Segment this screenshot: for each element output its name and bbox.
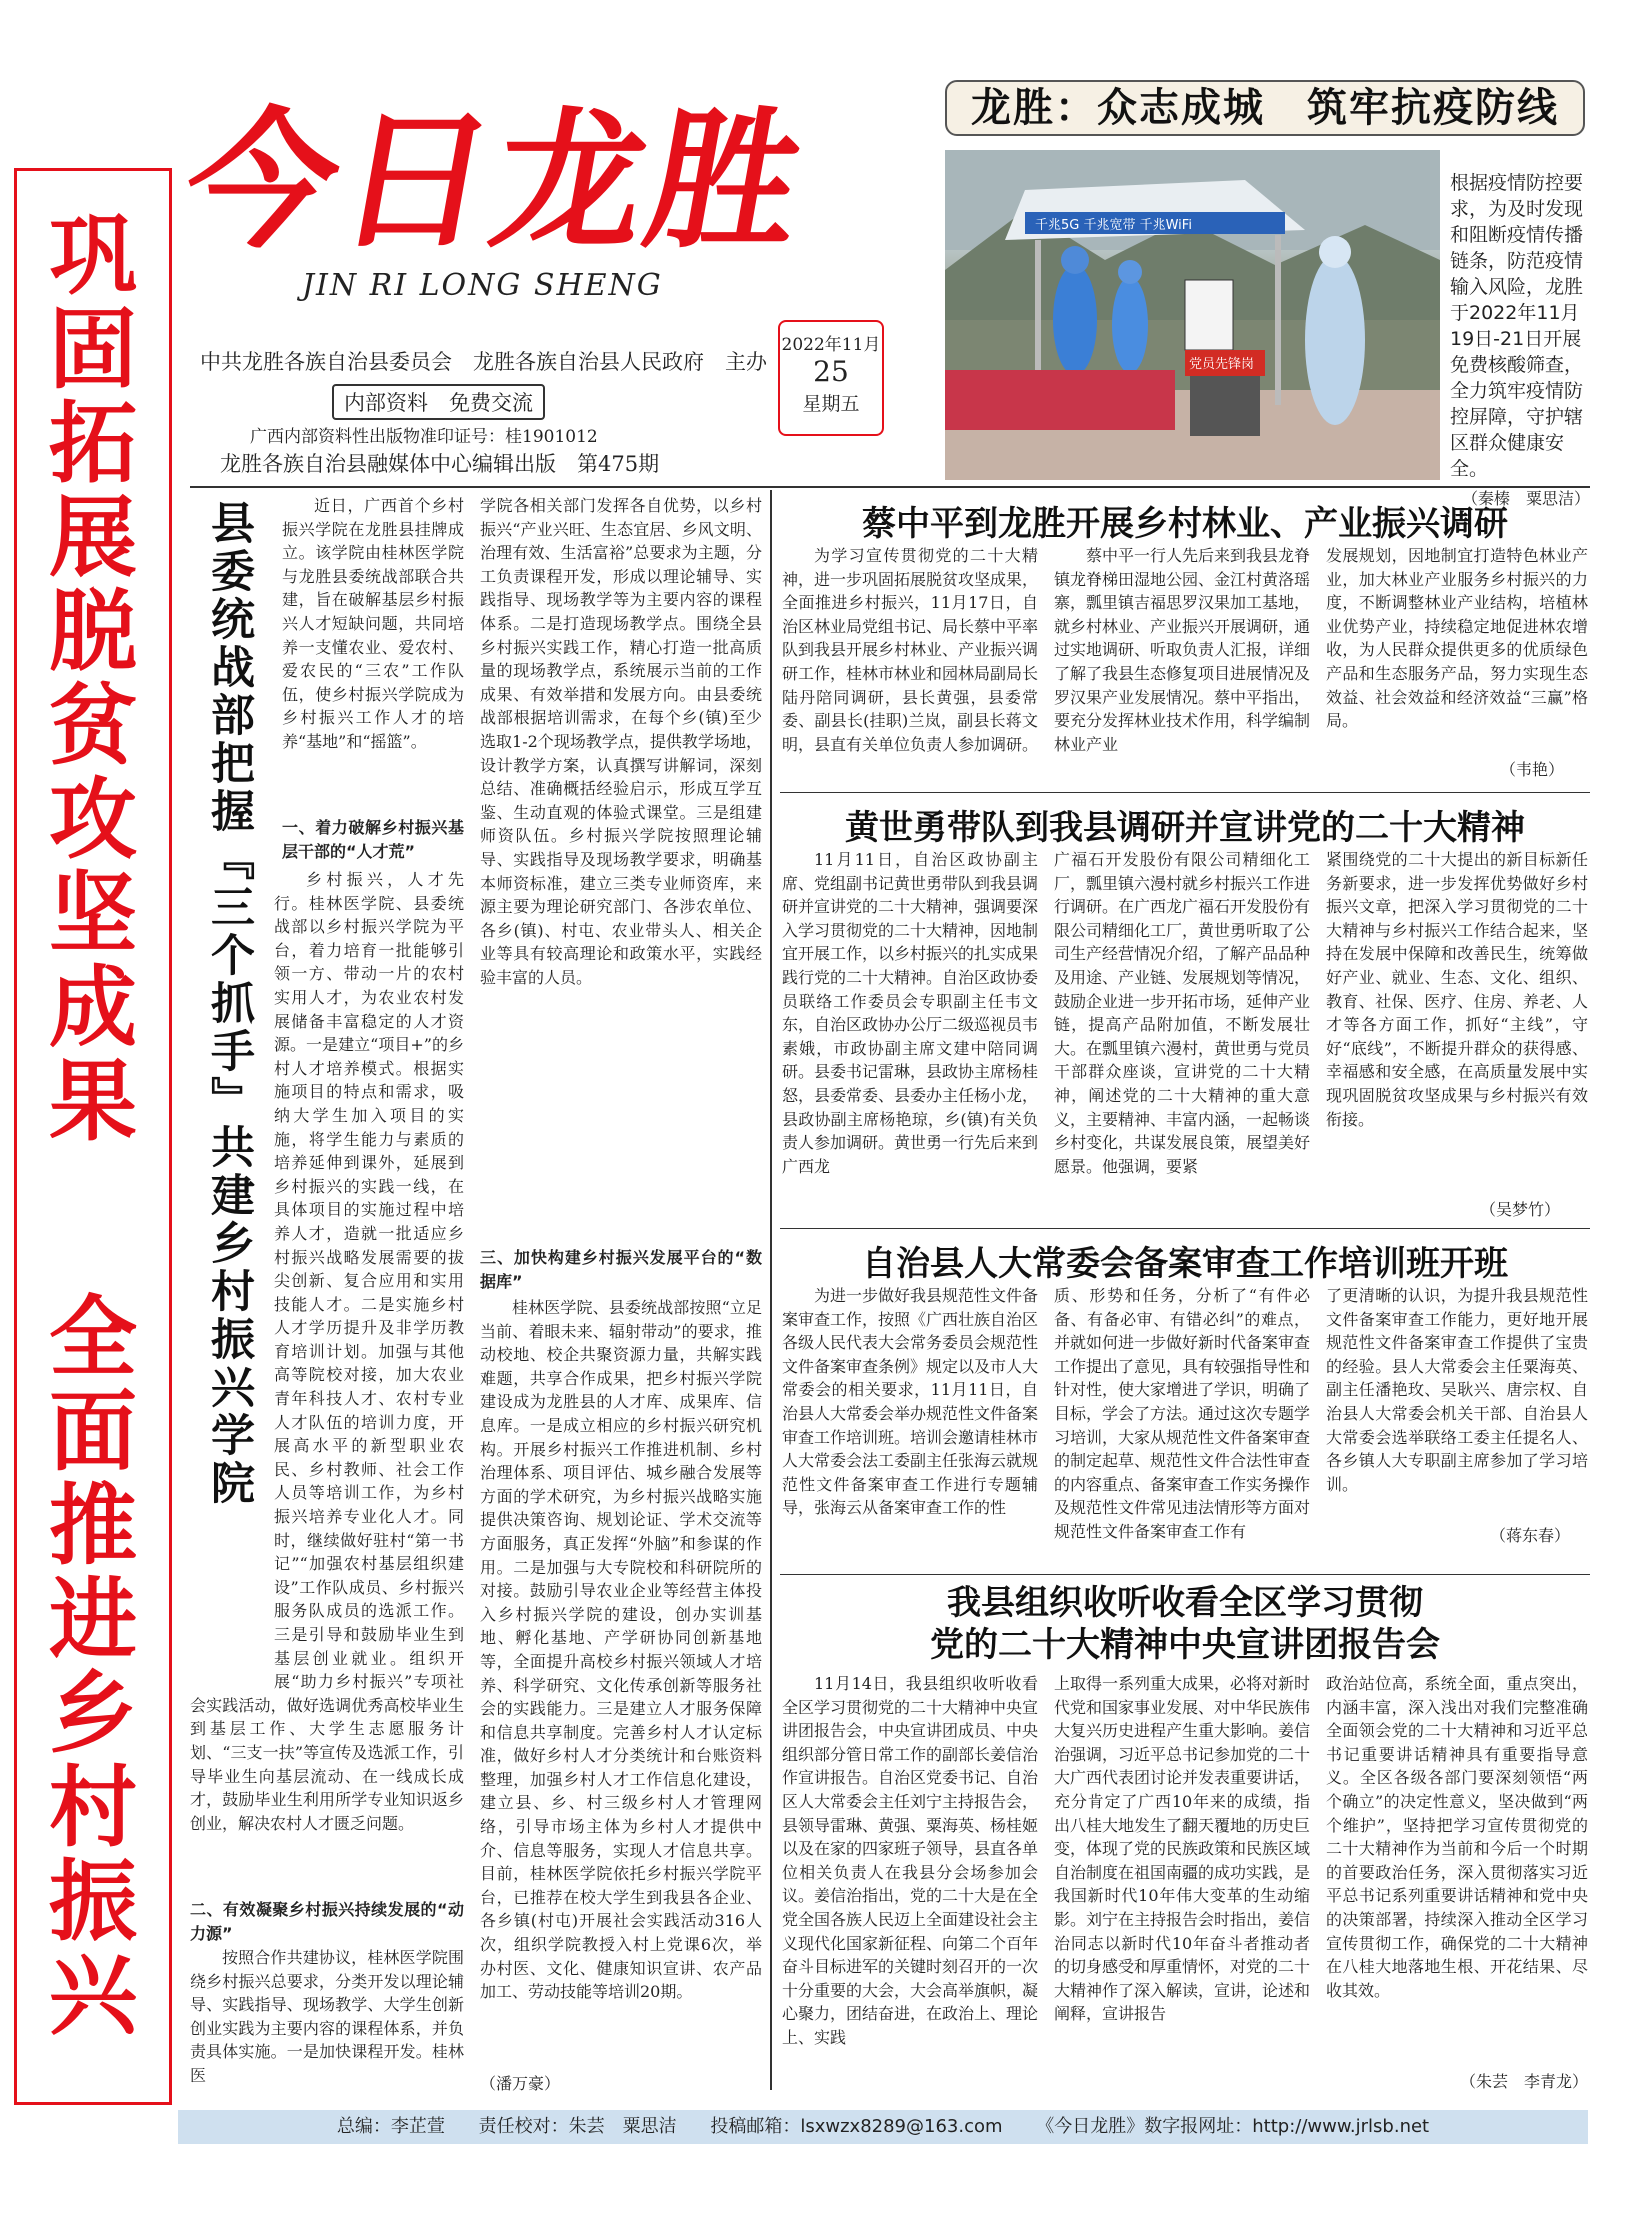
footer-email[interactable]: 投稿邮箱：lsxwzx8289@163.com — [710, 2116, 1003, 2137]
feature-caption: 根据疫情防控要求，为及时发现和阻断疫情传播链条，防范疫情输入风险，龙胜于2022年11月19日-21日开展免费核酸筛查，全力筑牢疫情防控屏障，守护辖区群众健康安全。 （秦榛 粟思洁） — [1450, 170, 1590, 512]
footer-editor: 总编：李芷萱 — [336, 2116, 445, 2137]
top-rule — [190, 486, 1590, 488]
article4-col1: 为进一步做好我县规范性文件备案审查工作，按照《广西壮族自治区各级人民代表大会常务委员会规范性文件备案审查条例》规定以及市人大常委会的相关要求，11月11日，自治县人大常委会举办规范性文件备案审查工作培训班。培训会邀请桂林市人大常委会法工委副主任张海云就规范性文件备案审查工作进行专题辅导，张海云从备案审查工作的性 — [782, 1286, 1038, 1518]
article1-section2: 按照合作共建协议，桂林医学院围绕乡村振兴总要求，分类开发以理论辅导、实践指导、现场教学、大学生创新创业实践为主要内容的课程体系，并负责具体实施。一是加快课程开发。桂林医 — [190, 1948, 464, 2085]
article5-credit: （朱芸 李青龙） — [1460, 2072, 1588, 2091]
publisher-issue: 龙胜各族自治县融媒体中心编辑出版 第475期 — [220, 452, 660, 476]
feature-photo — [945, 150, 1440, 480]
article2-title: 蔡中平到龙胜开展乡村林业、产业振兴调研 — [862, 504, 1508, 544]
issue-date-box — [778, 320, 884, 436]
article5-title-line1: 我县组织收听收看全区学习贯彻 — [947, 1583, 1423, 1623]
article1-sub3: 三、加快构建乡村振兴发展平台的“数据库” — [480, 1248, 762, 1291]
masthead — [172, 60, 830, 303]
feature-banner-title: 龙胜：众志成城 筑牢抗疫防线 — [945, 80, 1585, 136]
date-year-month: 2022年11月 — [781, 335, 881, 355]
article1-section1: 乡村振兴，人才先行。桂林医学院、县委统战部以乡村振兴学院为平台，着力培育一批能够引领一方、带动一片的农村实用人才，为农业农村发展储备丰富稳定的人才资源。一是建立“项目+”的乡村人才培养模式。根据实施项目的特点和需求，吸纳大学生加入项目的实施，将学生能力与素质的培养延伸到课外，延展到乡村振兴的实践一线，在具体项目的实施过程中培养人才，造就一批适应乡村振兴战略发展需要的拔尖创新、复合应用和实用技能人才。二是实施乡村人才学历提升及非学历教育培训计划。加强与其他高等院校对接，加大农业青年科技人才、农村专业人才队伍的培训力度，开展高水平的新型职业农民、乡村教师、社会工作人员等培训工作，为乡村振兴培养专业化人才。同时，继续做好驻村“第一书记”“加强农村基层组织建设”工作队成员、乡村振兴服务队成员的选派工作。三是引导和鼓励毕业生到基层创业就业。组织开展“助力乡村振兴”专项社会实践活动，做好选调优秀高校毕业生到基层工作、大学生志愿服务计划、“三支一扶”等宣传及选派工作，引导毕业生向基层流动、在一线成长成才，鼓励毕业生利用所学专业知识返乡创业，解决农村人才匮乏问题。 — [190, 870, 464, 1833]
article3-col3: 紧围绕党的二十大提出的新目标新任务新要求，进一步发挥优势做好乡村振兴文章，把深入学习贯彻党的二十大精神与乡村振兴工作结合起来，坚持在发展中保障和改善民生，统筹做好产业、就业、生态、文化、组织、教育、社保、医疗、住房、养老、人才等各方面工作，抓好“主线”，守好“底线”，不断提升群众的获得感、幸福感和安全感，在高质量发展中实现巩固脱贫攻坚成果与乡村振兴有效衔接。 — [1326, 850, 1588, 1129]
tent-banner-text: 千兆5G 千兆宽带 千兆WiFi — [1035, 218, 1192, 233]
article2-col3: 发展规划，因地制宜打造特色林业产业，加大林业产业服务乡村振兴的力度，不断调整林业产业结构，培植林业优势产业，持续稳定地促进林农增收，为人民群众提供更多的优质绿色产品和生态服务产品，努力实现生态效益、社会效益和经济效益“三赢”格局。 — [1326, 546, 1588, 731]
rule-3 — [780, 1228, 1590, 1229]
article4-credit: （蒋东春） — [1490, 1526, 1571, 1545]
article4-col2: 质、形势和任务，分析了“有件必备、有备必审、有错必纠”的难点，并就如何进一步做好新时代备案审查工作提出了意见，具有较强指导性和针对性，使大家增进了学识，明确了目标，学会了方法。通过这次专题学习培训，大家从规范性文件备案审查的制定起草、规范性文件合法性审查的内容重点、备案审查工作实务操作及规范性文件常见违法情形等方面对规范性文件备案审查工作有 — [1054, 1286, 1310, 1541]
article5-col3: 政治站位高，系统全面，重点突出，内涵丰富，深入浅出对我们完整准确全面领会党的二十大精神和习近平总书记重要讲话精神具有重要指导意义。全区各级各部门要深刻领悟“两个确立”的决定性意义，坚决做到“两个维护”，坚持把学习宣传贯彻党的二十大精神作为当前和今后一个时期的首要政治任务，深入贯彻落实习近平总书记系列重要讲话精神和党中央的决策部署，持续深入推动全区学习宣传贯彻工作，确保党的二十大精神在八桂大地落地生根、开花结果、尽收其效。 — [1326, 1674, 1588, 2000]
feature-credit: （秦榛 粟思洁） — [1461, 489, 1590, 508]
permit-number: 广西内部资料性出版物准印证号：桂1901012 — [250, 427, 598, 447]
article5-col1: 11月14日，我县组织收听收看全区学习贯彻党的二十大精神中央宣讲团报告会，中央宣讲团成员、中央组织部分管日常工作的副部长姜信治作宣讲报告。自治区党委书记、自治区人大常委会主任刘宁主持报告会，县领导雷琳、黄强、粟海英、杨桂姬以及在家的四家班子领导，县直各单位相关负责人在我县分会场参加会议。姜信治指出，党的二十大是在全党全国各族人民迈上全面建设社会主义现代化国家新征程、向第二个百年奋斗目标进军的关键时刻召开的一次十分重要的大会，大会高举旗帜，凝心聚力，团结奋进，在政治上、理论上、实践 — [782, 1674, 1038, 2047]
article5-col2: 上取得一系列重大成果，必将对新时代党和国家事业发展、对中华民族伟大复兴历史进程产生重大影响。姜信治强调，习近平总书记参加党的二十大广西代表团讨论并发表重要讲话，充分肯定了广西10年来的成绩，指出八桂大地发生了翻天覆地的历史巨变，体现了党的民族政策和民族区域自治制度在祖国南疆的成功实践，是我国新时代10年伟大变革的生动缩影。刘宁在主持报告会时指出，姜信治同志以新时代10年奋斗者推动者的切身感受和厚重情怀，对党的二十大精神作了深入解读，宣讲，论述和阐释，宣讲报告 — [1054, 1674, 1310, 2024]
article1-sub1: 一、着力破解乡村振兴基层干部的“人才荒” — [282, 818, 464, 861]
article2-col2: 蔡中平一行人先后来到我县龙脊镇龙脊梯田湿地公园、金江村黄洛瑶寨，瓢里镇吉福思罗汉果加工基地，就乡村林业、产业振兴开展调研，通过实地调研、听取负责人汇报，详细了解了我县生态修复项目进展情况及罗汉果产业发展情况。蔡中平指出，要充分发挥林业技术作用，科学编制林业产业 — [1054, 546, 1310, 754]
vertical-rule — [770, 490, 772, 2090]
side-slogan-banner — [14, 168, 172, 2105]
article5-title — [780, 1582, 1590, 1666]
article3-title: 黄世勇带队到我县调研并宣讲党的二十大精神 — [845, 808, 1525, 848]
article1-sub2: 二、有效凝聚乡村振兴持续发展的“动力源” — [190, 1900, 464, 1943]
article4-title: 自治县人大常委会备案审查工作培训班开班 — [862, 1244, 1508, 1284]
footer-proofreader: 责任校对：朱芸 粟思洁 — [478, 2116, 677, 2137]
article3-credit: （吴梦竹） — [1480, 1200, 1561, 1219]
date-weekday: 星期五 — [802, 393, 860, 415]
article2-credit: （韦艳） — [1500, 760, 1565, 779]
slogan-line-2: 全面推进乡村振兴 — [48, 1286, 137, 2047]
date-day: 25 — [813, 355, 849, 388]
article1-title: 县委统战部把握『三个抓手』共建乡村振兴学院 — [203, 500, 254, 1508]
internal-stamp: 内部资料 免费交流 — [332, 384, 545, 420]
slogan-line-1: 巩固拓展脱贫攻坚成果 — [48, 204, 137, 1153]
article1-col2: 学院各相关部门发挥各自优势，以乡村振兴“产业兴旺、生态宜居、乡风文明、治理有效、生活富裕”总要求为主题，分工负责课程开发，形成以理论辅导、实践指导、现场教学等为主要内容的课程体系。二是打造现场教学点。围绕全县乡村振兴实践工作，精心打造一批高质量的现场教学点，系统展示当前的工作成果、有效举措和发展方向。由县委统战部根据培训需求，在每个乡(镇)至少选取1-2个现场教学点，提供教学场地，设计教学方案，认真撰写讲解词，深刻总结、准确概括经验启示，形成互学互鉴、生动直观的体验式课堂。三是组建师资队伍。乡村振兴学院按照理论辅导、实践指导及现场教学要求，明确基本师资标准，建立三类专业师资库，来源主要为理论研究部门、各涉农单位、各乡(镇)、村屯、农业带头人、相关企业等具有较高理论和政策水平，实践经验丰富的人员。 — [480, 496, 762, 987]
rule-4 — [780, 1574, 1590, 1575]
article2-col1: 为学习宣传贯彻党的二十大精神，进一步巩固拓展脱贫攻坚成果，全面推进乡村振兴，11月17日，自治区林业局党组书记、局长蔡中平率队到我县开展乡村林业、产业振兴调研工作，桂林市林业和园林局副局长陆丹陪同调研，县长黄强，县委常委、副县长(挂职)兰岚，副县长蒋文明，县直有关单位负责人参加调研。 — [782, 546, 1038, 754]
footer-bar — [178, 2110, 1588, 2144]
article5-title-line2: 党的二十大精神中央宣讲团报告会 — [930, 1625, 1440, 1665]
article3-col2: 广福石开发股份有限公司精细化工厂，瓢里镇六漫村就乡村振兴工作进行调研。在广西龙广福石开发股份有限公司精细化工厂，黄世勇听取了公司生产经营情况介绍，了解产品品种及用途、产业链、发展规划等情况，鼓励企业进一步开拓市场，延伸产业链，提高产品附加值，不断发展壮大。在瓢里镇六漫村，黄世勇与党员干部群众座谈，宣讲党的二十大精神，阐述党的二十大精神的重大意义，主要精神、丰富内涵，一起畅谈乡村变化，共谋发展良策，展望美好愿景。他强调，要紧 — [1054, 850, 1310, 1176]
newspaper-title: 今日龙胜 — [172, 93, 820, 269]
footer-website[interactable]: 《今日龙胜》数字报网址：http://www.jrlsb.net — [1036, 2116, 1430, 2137]
article4-col3: 了更清晰的认识，为提升我县规范性文件备案审查工作能力，更好地开展规范性文件备案审查工作提供了宝贵的经验。县人大常委会主任粟海英、副主任潘艳玫、吴耿兴、唐宗权、自治县人大常委会机关干部、自治县人大常委会选举联络工委主任提名人、各乡镇人大专职副主席参加了学习培训。 — [1326, 1286, 1588, 1494]
newspaper-pinyin: JIN RI LONG SHENG — [302, 268, 663, 303]
covid-testing-scene — [945, 150, 1440, 480]
article1-credit: （潘万豪） — [480, 2074, 561, 2093]
article1-col2b: 桂林医学院、县委统战部按照“立足当前、着眼未来、辐射带动”的要求，推动校地、校企共聚资源力量，共解实践难题，共享合作成果，把乡村振兴学院建设成为龙胜县的人才库、成果库、信息库。一是成立相应的乡村振兴研究机构。开展乡村振兴工作推进机制、乡村治理体系、项目评估、城乡融合发展等方面的学术研究，为乡村振兴战略实施提供决策咨询、规划论证、学术交流等方面服务，真正发挥“外脑”和参谋的作用。二是加强与大专院校和科研院所的对接。鼓励引导农业企业等经营主体投入乡村振兴学院的建设，创办实训基地、孵化基地、产学研协同创新基地等，全面提升高校乡村振兴领域人才培养、科学研究、文化传承创新等服务社会的实践能力。三是建立人才服务保障和信息共享制度。完善乡村人才认定标准，做好乡村人才分类统计和台账资料整理，加强乡村人才工作信息化建设，建立县、乡、村三级乡村人才管理网络，引导市场主体为乡村人才提供中介、信息等服务，实现人才信息共享。目前，桂林医学院依托乡村振兴学院平台，已推荐在校大学生到我县各企业、各乡镇(村屯)开展社会实践活动316人次，组织学院教授入村上党课6次，举办村医、文化、健康知识宣讲、农产品加工、劳动技能等培训20期。 — [480, 1298, 762, 2002]
article1-intro: 近日，广西首个乡村振兴学院在龙胜县挂牌成立。该学院由桂林医学院与龙胜县委统战部联合共建，旨在破解基层乡村振兴人才短缺问题，共同培养一支懂农业、爱农村、爱农民的“三农”工作队伍，使乡村振兴学院成为乡村振兴工作人才的培养“基地”和“摇篮”。 — [282, 496, 464, 751]
article3-col1: 11月11日，自治区政协副主席、党组副书记黄世勇带队到我县调研并宣讲党的二十大精神，强调要深入学习贯彻党的二十大精神，因地制宜开展工作，以乡村振兴的扎实成果践行党的二十大精神。自治区政协委员联络工作委员会专职副主任韦文东，自治区政协办公厅二级巡视员韦素娥，市政协副主席文建中陪同调研。县委书记雷琳，县政协主席杨桂怒，县委常委、县委办主任杨小龙，县政协副主席杨艳琼，乡(镇)有关负责人参加调研。黄世勇一行先后来到广西龙 — [782, 850, 1038, 1176]
rule-2 — [780, 792, 1590, 793]
sponsors-line: 中共龙胜各族自治县委员会 龙胜各族自治县人民政府 主办 — [200, 350, 767, 374]
sign-party-member-post: 党员先锋岗 — [1189, 357, 1255, 372]
